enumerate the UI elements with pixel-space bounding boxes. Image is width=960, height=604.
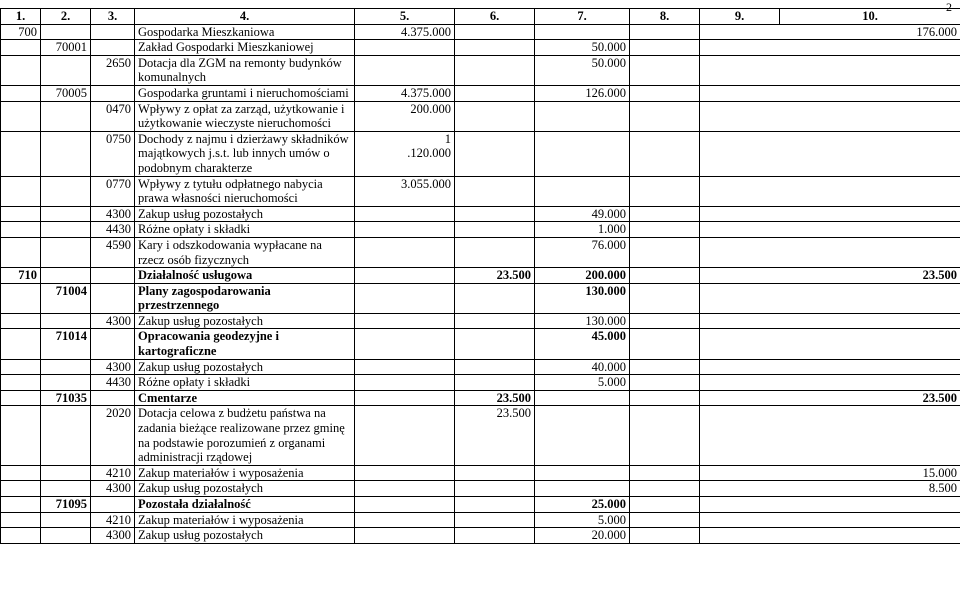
- section-cell: [1, 131, 41, 176]
- section-cell: [1, 528, 41, 544]
- col7-cell: 50.000: [535, 40, 630, 56]
- paragraph-cell: [91, 85, 135, 101]
- header-col-6: 6.: [455, 9, 535, 25]
- col7-cell: [535, 465, 630, 481]
- col6-cell: [455, 329, 535, 359]
- table-row: [1, 268, 960, 284]
- section-cell: 700: [1, 24, 41, 40]
- table-row: [1, 101, 960, 131]
- section-cell: [1, 283, 41, 313]
- paragraph-cell: 4300: [91, 528, 135, 544]
- col7-cell: 1.000: [535, 222, 630, 238]
- description-cell: Zakład Gospodarki Mieszkaniowej: [135, 40, 355, 56]
- col5-cell: [355, 222, 455, 238]
- section-cell: [1, 359, 41, 375]
- col5-cell: [355, 313, 455, 329]
- col9-cell: [700, 55, 960, 85]
- table-row: [1, 375, 960, 391]
- chapter-cell: [41, 101, 91, 131]
- description-cell: Pozostała działalność: [135, 497, 355, 513]
- page-number: 2: [946, 0, 952, 14]
- section-cell: [1, 101, 41, 131]
- section-cell: [1, 40, 41, 56]
- paragraph-cell: 4430: [91, 375, 135, 391]
- section-cell: [1, 375, 41, 391]
- col8-cell: [630, 268, 700, 284]
- description-cell: Zakup usług pozostałych: [135, 313, 355, 329]
- col8-cell: [630, 390, 700, 406]
- table-row: [1, 40, 960, 56]
- section-cell: 710: [1, 268, 41, 284]
- col9-cell: 176.000: [700, 24, 960, 40]
- col5-cell: [355, 237, 455, 267]
- paragraph-cell: 4300: [91, 313, 135, 329]
- col7-cell: 49.000: [535, 206, 630, 222]
- col6-cell: [455, 528, 535, 544]
- table-row: [1, 390, 960, 406]
- col5-cell: [355, 512, 455, 528]
- col6-cell: [455, 176, 535, 206]
- table-row: [1, 85, 960, 101]
- col5-cell: [355, 465, 455, 481]
- col6-cell: [455, 481, 535, 497]
- paragraph-cell: [91, 268, 135, 284]
- table-row: [1, 24, 960, 40]
- table-row: [1, 131, 960, 176]
- paragraph-cell: 2020: [91, 406, 135, 465]
- col8-cell: [630, 206, 700, 222]
- section-cell: [1, 390, 41, 406]
- col8-cell: [630, 528, 700, 544]
- description-cell: Różne opłaty i składki: [135, 222, 355, 238]
- description-cell: Dochody z najmu i dzierżawy składników majątkowych j.s.t. lub innych umów o podobnym charakterze: [135, 131, 355, 176]
- col8-cell: [630, 237, 700, 267]
- paragraph-cell: [91, 40, 135, 56]
- col5-cell: [355, 55, 455, 85]
- col8-cell: [630, 465, 700, 481]
- col6-cell: [455, 222, 535, 238]
- col6-cell: [455, 283, 535, 313]
- section-cell: [1, 222, 41, 238]
- table-row: [1, 359, 960, 375]
- col9-cell: [700, 528, 960, 544]
- chapter-cell: [41, 465, 91, 481]
- col7-cell: 5.000: [535, 375, 630, 391]
- header-col-2: 2.: [41, 9, 91, 25]
- col9-cell: [700, 329, 960, 359]
- paragraph-cell: [91, 497, 135, 513]
- description-cell: Zakup usług pozostałych: [135, 481, 355, 497]
- col6-cell: 23.500: [455, 390, 535, 406]
- col9-cell: [700, 222, 960, 238]
- col8-cell: [630, 176, 700, 206]
- header-col-3: 3.: [91, 9, 135, 25]
- chapter-cell: [41, 375, 91, 391]
- col7-cell: 45.000: [535, 329, 630, 359]
- chapter-cell: [41, 131, 91, 176]
- table-row: [1, 55, 960, 85]
- table-row: [1, 176, 960, 206]
- col7-cell: 76.000: [535, 237, 630, 267]
- col8-cell: [630, 375, 700, 391]
- col5-cell: [355, 528, 455, 544]
- chapter-cell: [41, 512, 91, 528]
- table-row: [1, 237, 960, 267]
- col6-cell: 23.500: [455, 406, 535, 465]
- table-row: [1, 283, 960, 313]
- col7-cell: 25.000: [535, 497, 630, 513]
- paragraph-cell: 0770: [91, 176, 135, 206]
- chapter-cell: [41, 268, 91, 284]
- section-cell: [1, 465, 41, 481]
- description-cell: Różne opłaty i składki: [135, 375, 355, 391]
- header-col-1: 1.: [1, 9, 41, 25]
- description-cell: Dotacja celowa z budżetu państwa na zadania bieżące realizowane przez gminę na podstawie porozumień z organami administracji rządowej: [135, 406, 355, 465]
- col7-cell: 50.000: [535, 55, 630, 85]
- col5-cell: [355, 268, 455, 284]
- col7-cell: [535, 390, 630, 406]
- col9-cell: 15.000: [700, 465, 960, 481]
- col9-cell: [700, 359, 960, 375]
- section-cell: [1, 237, 41, 267]
- header-col-9: 9.: [700, 9, 780, 25]
- col5-cell: 200.000: [355, 101, 455, 131]
- chapter-cell: [41, 222, 91, 238]
- paragraph-cell: 0750: [91, 131, 135, 176]
- paragraph-cell: 4430: [91, 222, 135, 238]
- col9-cell: 23.500: [700, 390, 960, 406]
- col9-cell: [700, 85, 960, 101]
- col5-cell: 3.055.000: [355, 176, 455, 206]
- section-cell: [1, 329, 41, 359]
- col8-cell: [630, 40, 700, 56]
- col9-cell: [700, 40, 960, 56]
- description-cell: Gospodarka gruntami i nieruchomościami: [135, 85, 355, 101]
- col6-cell: [455, 40, 535, 56]
- col7-cell: [535, 481, 630, 497]
- col8-cell: [630, 481, 700, 497]
- paragraph-cell: [91, 24, 135, 40]
- col5-cell: [355, 406, 455, 465]
- col9-cell: [700, 375, 960, 391]
- col7-cell: 130.000: [535, 313, 630, 329]
- col8-cell: [630, 359, 700, 375]
- paragraph-cell: [91, 283, 135, 313]
- paragraph-cell: 4590: [91, 237, 135, 267]
- table-row: [1, 206, 960, 222]
- table-row: [1, 465, 960, 481]
- col8-cell: [630, 497, 700, 513]
- section-cell: [1, 313, 41, 329]
- col9-cell: 23.500: [700, 268, 960, 284]
- col8-cell: [630, 406, 700, 465]
- description-cell: Dotacja dla ZGM na remonty budynków komunalnych: [135, 55, 355, 85]
- col9-cell: [700, 101, 960, 131]
- col5-cell: [355, 375, 455, 391]
- col7-cell: 20.000: [535, 528, 630, 544]
- chapter-cell: [41, 313, 91, 329]
- table-row: [1, 512, 960, 528]
- table-row: [1, 222, 960, 238]
- table-row: [1, 329, 960, 359]
- chapter-cell: 70005: [41, 85, 91, 101]
- col6-cell: [455, 55, 535, 85]
- description-cell: Zakup usług pozostałych: [135, 359, 355, 375]
- paragraph-cell: 4300: [91, 359, 135, 375]
- chapter-cell: [41, 55, 91, 85]
- col8-cell: [630, 313, 700, 329]
- col7-cell: 126.000: [535, 85, 630, 101]
- chapter-cell: [41, 481, 91, 497]
- col6-cell: [455, 375, 535, 391]
- col8-cell: [630, 24, 700, 40]
- col9-cell: [700, 406, 960, 465]
- col6-cell: [455, 237, 535, 267]
- section-cell: [1, 176, 41, 206]
- col8-cell: [630, 85, 700, 101]
- paragraph-cell: [91, 329, 135, 359]
- col6-cell: [455, 497, 535, 513]
- header-row: [1, 9, 960, 25]
- col5-cell: [355, 481, 455, 497]
- table-row: [1, 313, 960, 329]
- description-cell: Wpływy z tytułu odpłatnego nabycia prawa własności nieruchomości: [135, 176, 355, 206]
- paragraph-cell: 0470: [91, 101, 135, 131]
- col9-cell: [700, 131, 960, 176]
- description-cell: Opracowania geodezyjne i kartograficzne: [135, 329, 355, 359]
- col6-cell: [455, 465, 535, 481]
- col9-cell: [700, 497, 960, 513]
- col5-cell: [355, 283, 455, 313]
- col5-cell: 4.375.000: [355, 85, 455, 101]
- section-cell: [1, 497, 41, 513]
- col9-cell: [700, 176, 960, 206]
- section-cell: [1, 85, 41, 101]
- header-col-8: 8.: [630, 9, 700, 25]
- header-col-7: 7.: [535, 9, 630, 25]
- section-cell: [1, 481, 41, 497]
- table-row: [1, 528, 960, 544]
- paragraph-cell: 4300: [91, 481, 135, 497]
- col6-cell: [455, 101, 535, 131]
- header-col-4: 4.: [135, 9, 355, 25]
- section-cell: [1, 512, 41, 528]
- col7-cell: [535, 131, 630, 176]
- col6-cell: [455, 85, 535, 101]
- col6-cell: [455, 131, 535, 176]
- col9-cell: [700, 237, 960, 267]
- section-cell: [1, 55, 41, 85]
- chapter-cell: [41, 206, 91, 222]
- col5-cell: 4.375.000: [355, 24, 455, 40]
- chapter-cell: 71004: [41, 283, 91, 313]
- col5-cell: [355, 206, 455, 222]
- description-cell: Zakup usług pozostałych: [135, 528, 355, 544]
- col7-cell: [535, 406, 630, 465]
- col7-cell: 5.000: [535, 512, 630, 528]
- description-cell: Zakup materiałów i wyposażenia: [135, 465, 355, 481]
- section-cell: [1, 406, 41, 465]
- col7-cell: [535, 101, 630, 131]
- paragraph-cell: 2650: [91, 55, 135, 85]
- chapter-cell: 71035: [41, 390, 91, 406]
- col9-cell: [700, 512, 960, 528]
- description-cell: Zakup materiałów i wyposażenia: [135, 512, 355, 528]
- col6-cell: [455, 512, 535, 528]
- table-row: [1, 497, 960, 513]
- col6-cell: [455, 359, 535, 375]
- paragraph-cell: 4210: [91, 465, 135, 481]
- chapter-cell: [41, 24, 91, 40]
- col5-cell: [355, 329, 455, 359]
- chapter-cell: 71095: [41, 497, 91, 513]
- header-col-10: 10.: [780, 9, 960, 25]
- col5-cell: [355, 359, 455, 375]
- paragraph-cell: 4210: [91, 512, 135, 528]
- col9-cell: 8.500: [700, 481, 960, 497]
- description-cell: Działalność usługowa: [135, 268, 355, 284]
- col8-cell: [630, 512, 700, 528]
- table-row: [1, 406, 960, 465]
- description-cell: Zakup usług pozostałych: [135, 206, 355, 222]
- col7-cell: 40.000: [535, 359, 630, 375]
- col8-cell: [630, 283, 700, 313]
- col9-cell: [700, 206, 960, 222]
- col8-cell: [630, 131, 700, 176]
- chapter-cell: [41, 176, 91, 206]
- col8-cell: [630, 101, 700, 131]
- col5-cell: [355, 390, 455, 406]
- col7-cell: [535, 24, 630, 40]
- col6-cell: [455, 313, 535, 329]
- col8-cell: [630, 329, 700, 359]
- chapter-cell: [41, 406, 91, 465]
- budget-table: [0, 8, 960, 544]
- col8-cell: [630, 222, 700, 238]
- col5-cell: 1 .120.000: [355, 131, 455, 176]
- col5-cell: [355, 40, 455, 56]
- description-cell: Gospodarka Mieszkaniowa: [135, 24, 355, 40]
- description-cell: Kary i odszkodowania wypłacane na rzecz osób fizycznych: [135, 237, 355, 267]
- col5-cell: [355, 497, 455, 513]
- header-col-5: 5.: [355, 9, 455, 25]
- section-cell: [1, 206, 41, 222]
- col6-cell: [455, 24, 535, 40]
- description-cell: Wpływy z opłat za zarząd, użytkowanie i użytkowanie wieczyste nieruchomości: [135, 101, 355, 131]
- col7-cell: [535, 176, 630, 206]
- chapter-cell: [41, 237, 91, 267]
- chapter-cell: 70001: [41, 40, 91, 56]
- paragraph-cell: [91, 390, 135, 406]
- chapter-cell: 71014: [41, 329, 91, 359]
- col6-cell: 23.500: [455, 268, 535, 284]
- chapter-cell: [41, 528, 91, 544]
- col9-cell: [700, 283, 960, 313]
- col8-cell: [630, 55, 700, 85]
- paragraph-cell: 4300: [91, 206, 135, 222]
- col6-cell: [455, 206, 535, 222]
- description-cell: Cmentarze: [135, 390, 355, 406]
- chapter-cell: [41, 359, 91, 375]
- col7-cell: 130.000: [535, 283, 630, 313]
- table-row: [1, 481, 960, 497]
- col9-cell: [700, 313, 960, 329]
- col7-cell: 200.000: [535, 268, 630, 284]
- description-cell: Plany zagospodarowania przestrzennego: [135, 283, 355, 313]
